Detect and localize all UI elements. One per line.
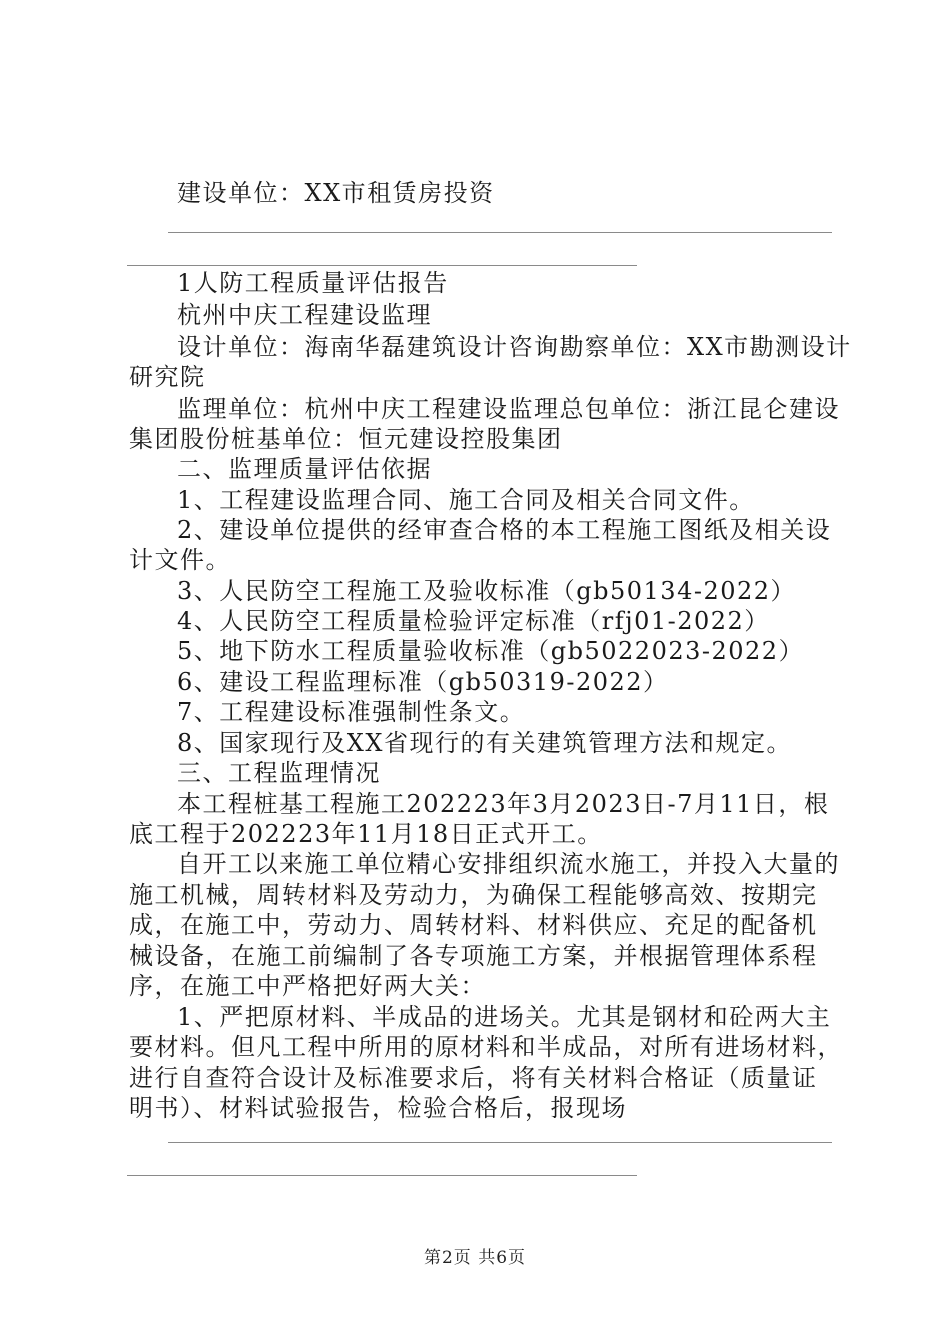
paragraph-line: 设计单位：海南华磊建筑设计咨询勘察单位：XX市勘测设计	[177, 333, 852, 361]
paragraph-line: 研究院	[129, 363, 206, 391]
paragraph-line: 序，在施工中严格把好两大关：	[129, 972, 486, 1000]
report-title: 1人防工程质量评估报告	[177, 269, 449, 297]
paragraph-line: 集团股份桩基单位：恒元建设控股集团	[129, 425, 563, 453]
header-line: 建设单位：XX市租赁房投资	[177, 179, 495, 207]
paragraph-line: 进行自查符合设计及标准要求后，将有关材料合格证（质量证	[129, 1064, 818, 1092]
list-item: 7、工程建设标准强制性条文。	[177, 698, 526, 726]
separator-line-bottom-long	[168, 1142, 832, 1143]
supervisor-name: 杭州中庆工程建设监理	[177, 301, 432, 329]
list-item: 5、地下防水工程质量验收标准（gb5022023-2022）	[177, 637, 805, 665]
paragraph-line: 底工程于202223年11月18日正式开工。	[129, 820, 603, 848]
paragraph-line: 自开工以来施工单位精心安排组织流水施工，并投入大量的	[177, 850, 840, 878]
paragraph-line: 械设备，在施工前编制了各专项施工方案，并根据管理体系程	[129, 942, 818, 970]
list-item: 8、国家现行及XX省现行的有关建筑管理方法和规定。	[177, 729, 792, 757]
paragraph-line: 监理单位：杭州中庆工程建设监理总包单位：浙江昆仑建设	[177, 395, 840, 423]
paragraph-line: 施工机械，周转材料及劳动力，为确保工程能够高效、按期完	[129, 881, 818, 909]
list-item: 6、建设工程监理标准（gb50319-2022）	[177, 668, 669, 696]
paragraph-line: 1、严把原材料、半成品的进场关。尤其是钢材和砼两大主	[177, 1003, 832, 1031]
list-item: 2、建设单位提供的经审查合格的本工程施工图纸及相关设	[177, 516, 832, 544]
paragraph-line: 本工程桩基工程施工202223年3月2023日-7月11日，根	[177, 790, 830, 818]
paragraph-line: 成，在施工中，劳动力、周转材料、材料供应、充足的配备机	[129, 911, 818, 939]
section-heading: 三、工程监理情况	[177, 759, 381, 787]
list-item-continuation: 计文件。	[129, 546, 231, 574]
page-number: 第2页 共6页	[423, 1248, 527, 1268]
list-item: 4、人民防空工程质量检验评定标准（rfj01-2022）	[177, 607, 770, 635]
list-item: 1、工程建设监理合同、施工合同及相关合同文件。	[177, 486, 755, 514]
separator-line-bottom-short	[127, 1175, 637, 1176]
paragraph-line: 要材料。但凡工程中所用的原材料和半成品，对所有进场材料，	[129, 1033, 843, 1061]
list-item: 3、人民防空工程施工及验收标准（gb50134-2022）	[177, 577, 797, 605]
paragraph-line: 明书）、材料试验报告，检验合格后，报现场	[129, 1094, 627, 1122]
section-heading: 二、监理质量评估依据	[177, 455, 432, 483]
separator-line-top-long	[168, 232, 832, 233]
